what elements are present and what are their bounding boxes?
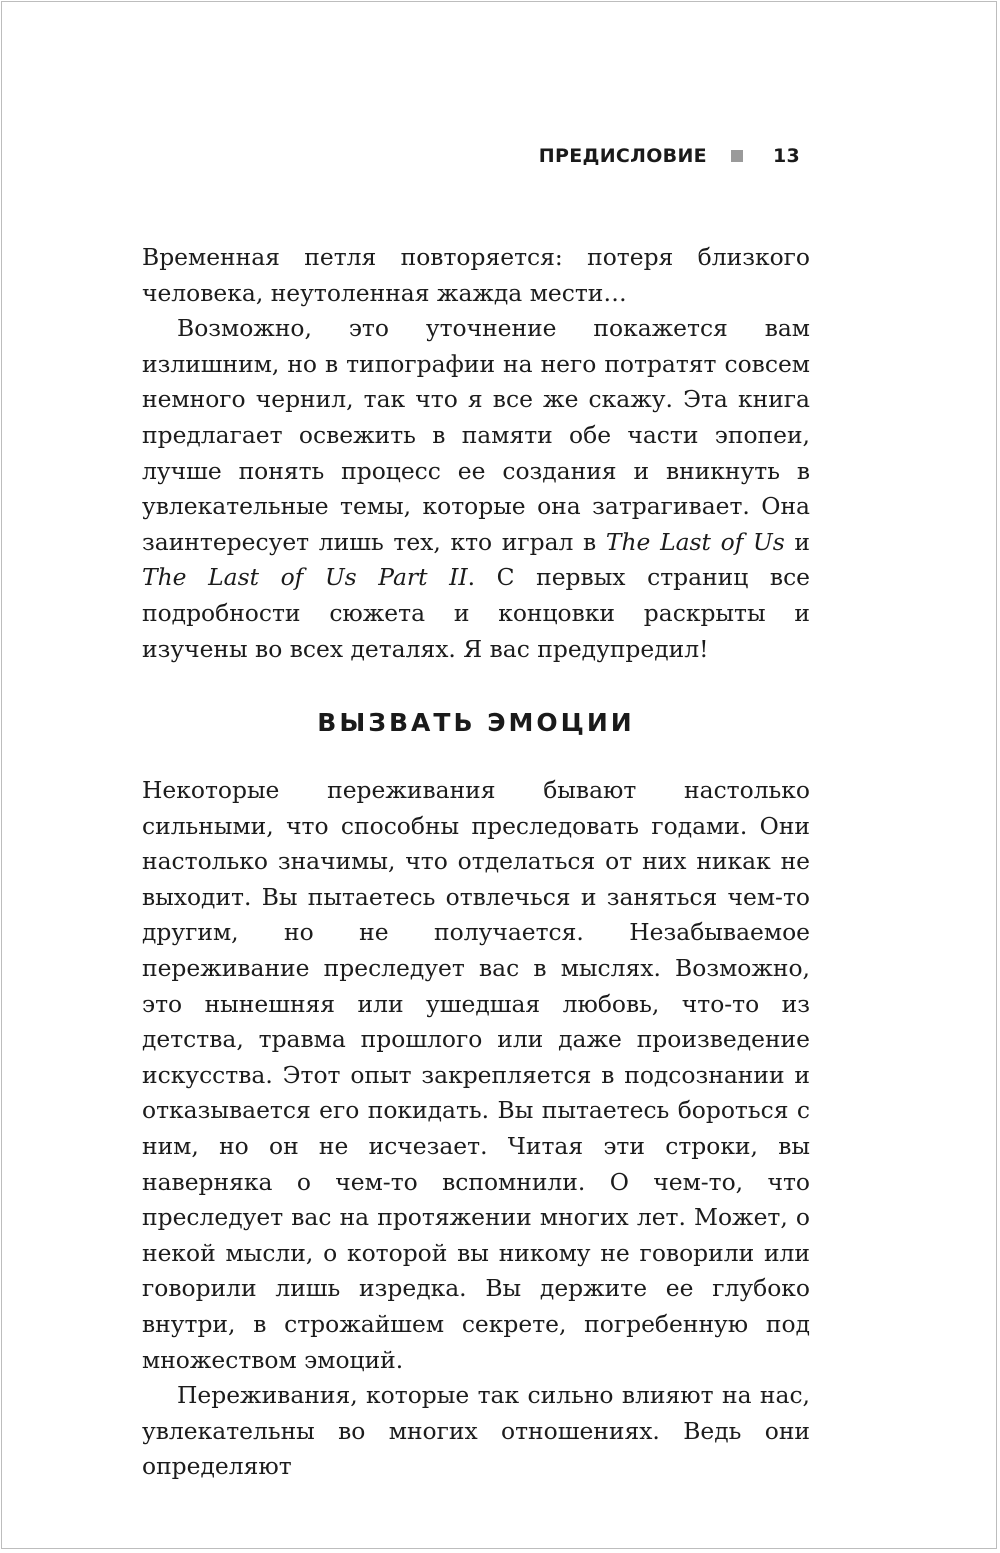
paragraph-text-segment: . С первых страниц все подробности сюжета и концовки раскрыты и изучены во всех деталях. Я вас предупредил! <box>142 563 811 663</box>
paragraph-spoiler-warning <box>142 311 810 667</box>
paragraph-text-segment: и <box>784 527 810 556</box>
paragraph-time-loop: Временная петля повторяется: потеря близкого человека, неутоленная жажда мести… <box>142 243 810 307</box>
paragraph-continuation: Переживания, которые так сильно влияют на нас, увлекательны во многих отношениях. Ведь они определяют <box>142 1381 810 1481</box>
section-heading: ВЫЗВАТЬ ЭМОЦИИ <box>317 708 635 737</box>
paragraph-text-segment: Возможно, это уточнение покажется вам излишним, но в типографии на него потратят совсем немного чернил, так что я все же скажу. Эта книга предлагает освежить в памяти обе части эпопеи, лучше понять процесс ее создания и вникнуть в увлекательные темы, которые она затрагивает. Она заинтересует лишь тех, кто играл в <box>142 314 810 556</box>
page-number: 13 <box>772 145 800 167</box>
section-text-block <box>142 773 810 1485</box>
running-head <box>539 145 800 167</box>
running-head-section-title: ПРЕДИСЛОВИЕ <box>538 145 707 167</box>
game-title-part-one: The Last of Us <box>605 527 785 556</box>
square-separator-icon <box>731 150 743 162</box>
book-page <box>1 1 997 1549</box>
paragraph-experiences: Некоторые переживания бывают настолько сильными, что способны преследовать годами. Они настолько значимы, что отделаться от них никак не выходит. Вы пытаетесь отвлечься и заняться чем-то другим, но не получается. Незабываемое переживание преследует вас в мыслях. Возможно, это нынешняя или ушедшая любовь, что-то из детства, травма прошлого или даже произведение искусства. Этот опыт закрепляется в подсознании и отказывается его покидать. Вы пытаетесь бороться с ним, но он не исчезает. Читая эти строки, вы наверняка о чем-то вспомнили. О чем-то, что преследует вас на протяжении многих лет. Может, о некой мысли, о которой вы никому не говорили или говорили лишь изредка. Вы держите ее глубоко внутри, в строжайшем секрете, погребенную под множеством эмоций. <box>142 776 810 1374</box>
game-title-part-two: The Last of Us Part II <box>142 563 468 592</box>
intro-text-block <box>142 240 810 667</box>
